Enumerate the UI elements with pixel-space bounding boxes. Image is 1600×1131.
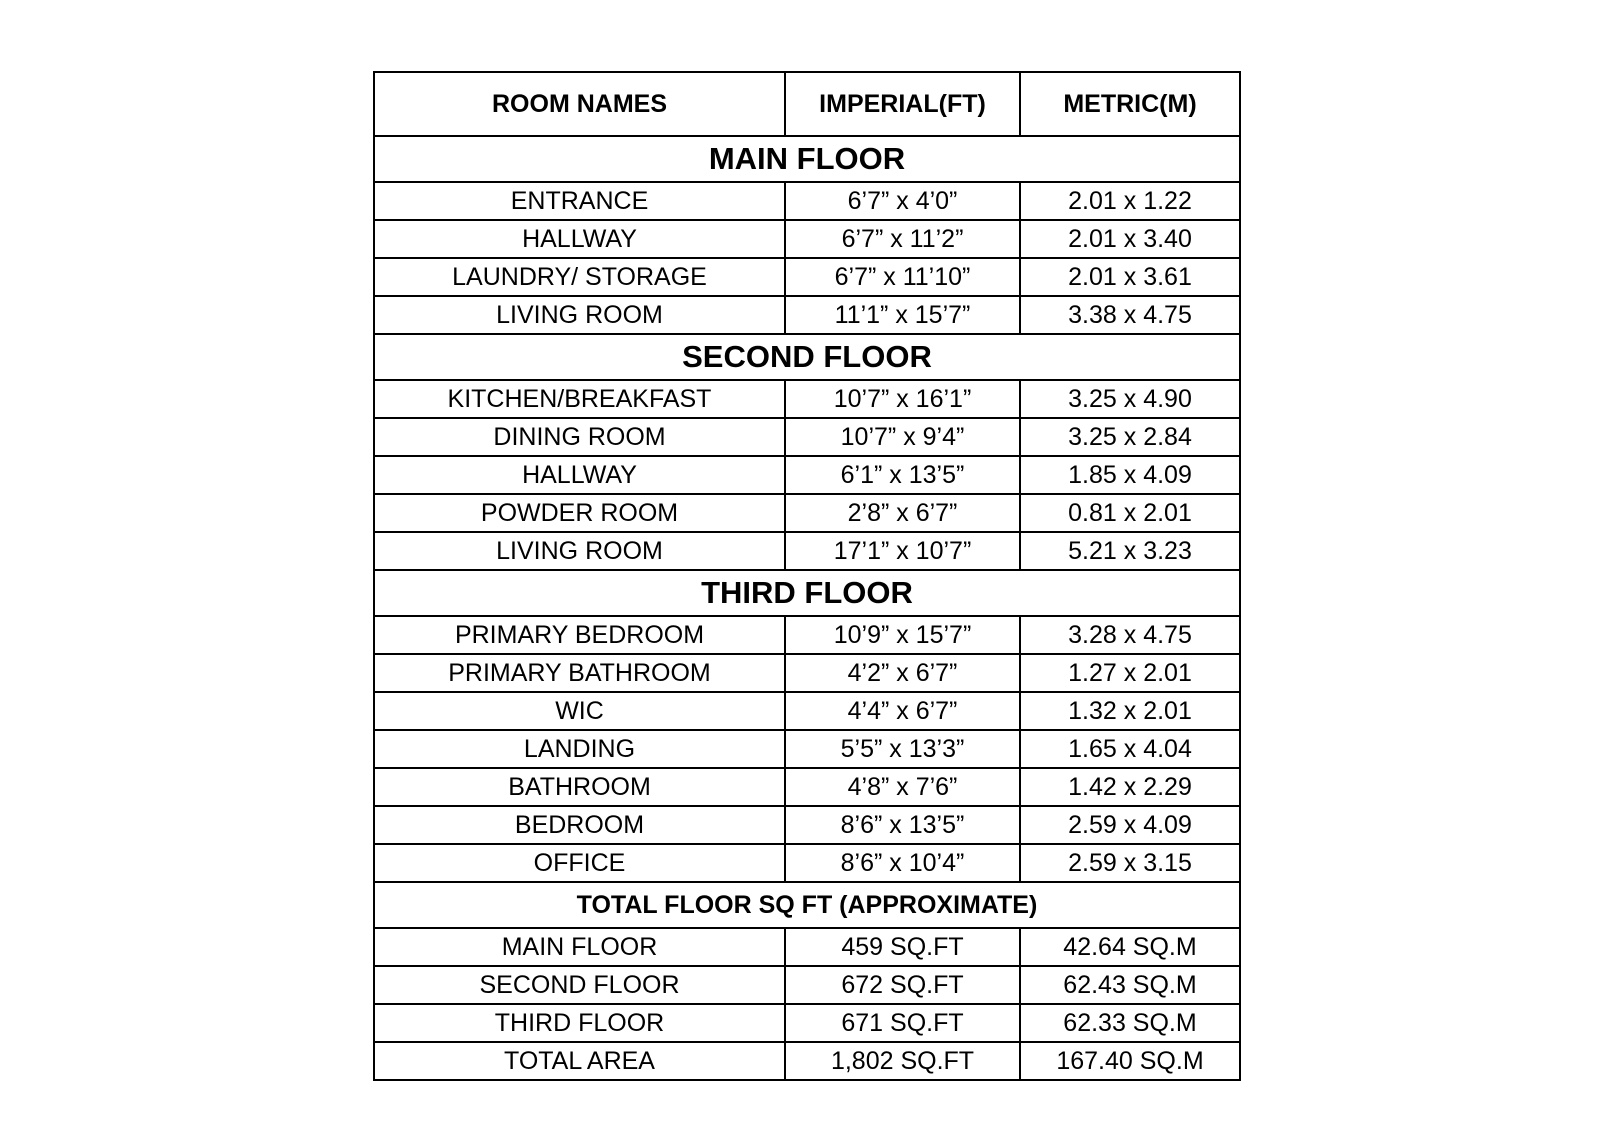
metric-dimension: 2.59 x 4.09: [1020, 806, 1240, 844]
metric-dimension: 1.27 x 2.01: [1020, 654, 1240, 692]
table-row: [374, 494, 1240, 532]
table-row: [374, 730, 1240, 768]
room-name: LIVING ROOM: [374, 532, 785, 570]
imperial-area: 672 SQ.FT: [785, 966, 1020, 1004]
imperial-dimension: 4’8” x 7’6”: [785, 768, 1020, 806]
table-row: [374, 768, 1240, 806]
table-row: [374, 1004, 1240, 1042]
imperial-dimension: 17’1” x 10’7”: [785, 532, 1020, 570]
table-row: [374, 418, 1240, 456]
room-name: DINING ROOM: [374, 418, 785, 456]
metric-area: 167.40 SQ.M: [1020, 1042, 1240, 1080]
header-row: [374, 72, 1240, 136]
table-row: [374, 928, 1240, 966]
metric-area: 62.33 SQ.M: [1020, 1004, 1240, 1042]
metric-dimension: 1.85 x 4.09: [1020, 456, 1240, 494]
floor-name: TOTAL AREA: [374, 1042, 785, 1080]
imperial-dimension: 11’1” x 15’7”: [785, 296, 1020, 334]
room-name: HALLWAY: [374, 220, 785, 258]
room-name: KITCHEN/BREAKFAST: [374, 380, 785, 418]
room-name: HALLWAY: [374, 456, 785, 494]
section-title: TOTAL FLOOR SQ FT (APPROXIMATE): [374, 882, 1240, 928]
room-name: BATHROOM: [374, 768, 785, 806]
section-second-floor: [374, 334, 1240, 380]
table-row: [374, 654, 1240, 692]
table-row: [374, 220, 1240, 258]
floor-name: MAIN FLOOR: [374, 928, 785, 966]
table-row: [374, 258, 1240, 296]
room-dimensions-table: [373, 71, 1241, 1081]
room-name: BEDROOM: [374, 806, 785, 844]
imperial-dimension: 10’9” x 15’7”: [785, 616, 1020, 654]
section-third-floor: [374, 570, 1240, 616]
imperial-dimension: 10’7” x 16’1”: [785, 380, 1020, 418]
room-name: WIC: [374, 692, 785, 730]
imperial-area: 1,802 SQ.FT: [785, 1042, 1020, 1080]
imperial-dimension: 6’1” x 13’5”: [785, 456, 1020, 494]
header-room-names: ROOM NAMES: [374, 72, 785, 136]
floor-name: SECOND FLOOR: [374, 966, 785, 1004]
metric-dimension: 2.01 x 3.40: [1020, 220, 1240, 258]
room-name: ENTRANCE: [374, 182, 785, 220]
imperial-dimension: 10’7” x 9’4”: [785, 418, 1020, 456]
table-row: [374, 692, 1240, 730]
metric-dimension: 2.01 x 3.61: [1020, 258, 1240, 296]
header-imperial: IMPERIAL(FT): [785, 72, 1020, 136]
section-totals: [374, 882, 1240, 928]
metric-dimension: 3.28 x 4.75: [1020, 616, 1240, 654]
room-name: LAUNDRY/ STORAGE: [374, 258, 785, 296]
metric-area: 62.43 SQ.M: [1020, 966, 1240, 1004]
metric-dimension: 1.65 x 4.04: [1020, 730, 1240, 768]
metric-dimension: 3.25 x 4.90: [1020, 380, 1240, 418]
room-name: PRIMARY BEDROOM: [374, 616, 785, 654]
table-row: [374, 532, 1240, 570]
table-row: [374, 1042, 1240, 1080]
metric-dimension: 1.32 x 2.01: [1020, 692, 1240, 730]
metric-dimension: 3.38 x 4.75: [1020, 296, 1240, 334]
table-row: [374, 844, 1240, 882]
imperial-dimension: 4’4” x 6’7”: [785, 692, 1020, 730]
imperial-dimension: 6’7” x 4’0”: [785, 182, 1020, 220]
metric-dimension: 2.01 x 1.22: [1020, 182, 1240, 220]
imperial-area: 459 SQ.FT: [785, 928, 1020, 966]
metric-area: 42.64 SQ.M: [1020, 928, 1240, 966]
imperial-dimension: 6’7” x 11’10”: [785, 258, 1020, 296]
table-row: [374, 456, 1240, 494]
table-row: [374, 966, 1240, 1004]
room-name: OFFICE: [374, 844, 785, 882]
table-row: [374, 616, 1240, 654]
room-name: PRIMARY BATHROOM: [374, 654, 785, 692]
section-title: MAIN FLOOR: [374, 136, 1240, 182]
room-name: LANDING: [374, 730, 785, 768]
metric-dimension: 3.25 x 2.84: [1020, 418, 1240, 456]
table-row: [374, 380, 1240, 418]
table-row: [374, 806, 1240, 844]
metric-dimension: 1.42 x 2.29: [1020, 768, 1240, 806]
section-main-floor: [374, 136, 1240, 182]
imperial-dimension: 2’8” x 6’7”: [785, 494, 1020, 532]
table-row: [374, 296, 1240, 334]
metric-dimension: 0.81 x 2.01: [1020, 494, 1240, 532]
imperial-dimension: 6’7” x 11’2”: [785, 220, 1020, 258]
imperial-dimension: 5’5” x 13’3”: [785, 730, 1020, 768]
floor-name: THIRD FLOOR: [374, 1004, 785, 1042]
imperial-dimension: 8’6” x 10’4”: [785, 844, 1020, 882]
header-metric: METRIC(M): [1020, 72, 1240, 136]
section-title: THIRD FLOOR: [374, 570, 1240, 616]
metric-dimension: 2.59 x 3.15: [1020, 844, 1240, 882]
metric-dimension: 5.21 x 3.23: [1020, 532, 1240, 570]
imperial-area: 671 SQ.FT: [785, 1004, 1020, 1042]
imperial-dimension: 4’2” x 6’7”: [785, 654, 1020, 692]
room-name: LIVING ROOM: [374, 296, 785, 334]
table-row: [374, 182, 1240, 220]
imperial-dimension: 8’6” x 13’5”: [785, 806, 1020, 844]
section-title: SECOND FLOOR: [374, 334, 1240, 380]
room-name: POWDER ROOM: [374, 494, 785, 532]
